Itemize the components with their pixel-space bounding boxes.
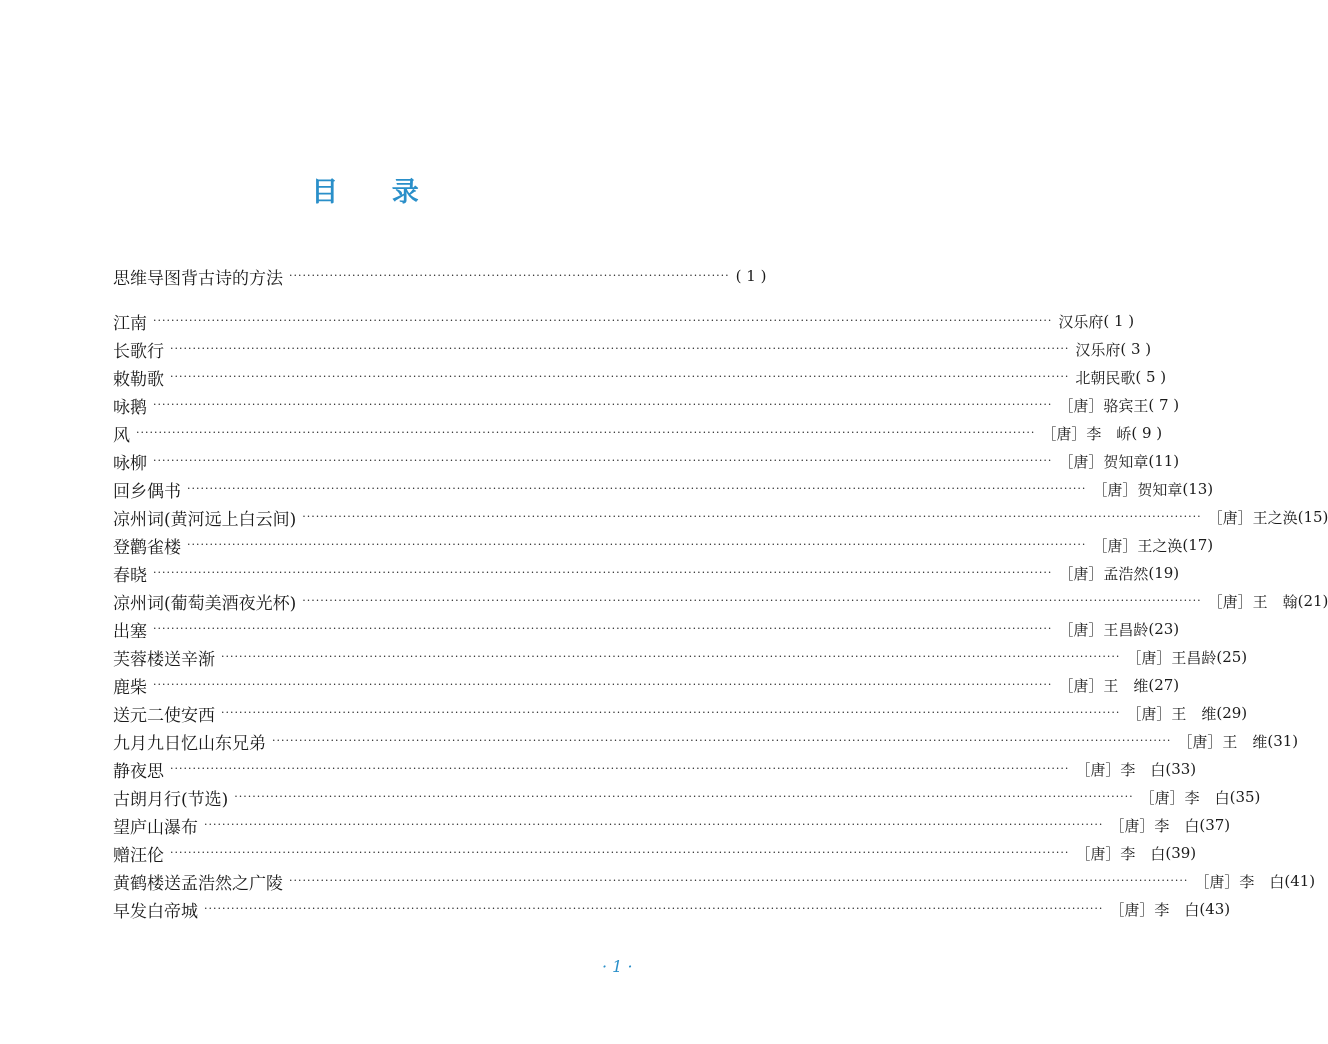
toc-entry-author: ［唐］李 峤: [1041, 424, 1132, 443]
toc-entry-title: 芙蓉楼送辛渐: [113, 649, 215, 670]
toc-entry-title: 回乡偶书: [113, 481, 181, 502]
toc-entry-title: 赠汪伦: [113, 845, 164, 866]
toc-entry-title: 黄鹤楼送孟浩然之广陵: [113, 873, 283, 894]
leader-dots: ········································································································································································································: [272, 734, 1172, 747]
toc-entry-title: 早发白帝城: [113, 901, 198, 922]
page-number: · 1 ·: [602, 957, 633, 976]
toc-entry[interactable]: [113, 559, 1180, 587]
toc-entry[interactable]: [113, 839, 1197, 867]
toc-entry-author: 汉乐府: [1075, 340, 1121, 359]
toc-entry-author: ［唐］王 维: [1126, 704, 1217, 723]
toc-entry-page: (13): [1182, 480, 1214, 498]
toc-entry-author: ［唐］李 白: [1194, 872, 1285, 891]
toc-entry-author: ［唐］李 白: [1109, 816, 1200, 835]
toc-entry-page: ( 5 ): [1135, 368, 1167, 386]
leader-dots: ········································································································································································································: [302, 510, 1202, 523]
toc-entry-author: ［唐］李 白: [1109, 900, 1200, 919]
leader-dots: ········································································································································································································: [153, 622, 1053, 635]
toc-entry-title: 思维导图背古诗的方法: [113, 268, 283, 289]
leader-dots: ········································································································································································································: [170, 762, 1070, 775]
toc-entry-title: 古朗月行(节选): [113, 789, 229, 810]
toc-entry-title: 凉州词(黄河远上白云间): [113, 509, 297, 530]
toc-entry-author: ［唐］李 白: [1075, 760, 1166, 779]
toc-entry[interactable]: [113, 335, 1152, 363]
toc-entry[interactable]: [113, 475, 1214, 503]
toc-entry-title: 望庐山瀑布: [113, 817, 198, 838]
toc-entry-page: (33): [1165, 760, 1197, 778]
toc-entry-author: ［唐］贺知章: [1092, 480, 1183, 499]
leader-dots: ········································································································································································································: [153, 314, 1053, 327]
toc-entry-author: ［唐］孟浩然: [1058, 564, 1149, 583]
toc-entry-title: 静夜思: [113, 761, 164, 782]
toc-entry-author: ［唐］王 翰: [1207, 592, 1298, 611]
toc-entry-title: 出塞: [113, 621, 147, 642]
toc-entry-title: 登鹳雀楼: [113, 537, 181, 558]
toc-entry-title: 春晓: [113, 565, 147, 586]
toc-entry[interactable]: [113, 447, 1180, 475]
toc-entry-page: (29): [1216, 704, 1248, 722]
toc-entry-author: ［唐］李 白: [1139, 788, 1230, 807]
toc-entry[interactable]: [113, 783, 1261, 811]
leader-dots: ········································································································································································································: [170, 370, 1070, 383]
toc-entry-title: 敕勒歌: [113, 369, 164, 390]
toc-entry[interactable]: [113, 643, 1248, 671]
toc-entry[interactable]: [113, 419, 1163, 447]
toc-entry-page: ( 1 ): [735, 267, 767, 285]
toc-entry-page: ( 3 ): [1120, 340, 1152, 358]
leader-dots: ········································································································································································································: [170, 846, 1070, 859]
toc-entry-author: ［唐］贺知章: [1058, 452, 1149, 471]
leader-dots: ········································································································································································································: [153, 678, 1053, 691]
toc-entry[interactable]: [113, 587, 1328, 615]
toc-entry-author: ［唐］王之涣: [1092, 536, 1183, 555]
leader-dots: ········································································································································································································: [204, 902, 1104, 915]
leader-dots: ········································································································································································································: [234, 790, 1134, 803]
toc-entry-author: ［唐］王之涣: [1207, 508, 1298, 527]
toc-entry-title: 风: [113, 425, 130, 446]
toc-entry-author: 北朝民歌: [1075, 368, 1136, 387]
toc-entry[interactable]: [113, 531, 1214, 559]
toc-entry-page: (19): [1148, 564, 1180, 582]
toc-entry-page: (43): [1199, 900, 1231, 918]
toc-entry-page: (31): [1267, 732, 1299, 750]
leader-dots: ········································································································································································································: [187, 482, 1087, 495]
toc-entry-page: (37): [1199, 816, 1231, 834]
toc-entry-title: 凉州词(葡萄美酒夜光杯): [113, 593, 297, 614]
toc-entry-title: 鹿柴: [113, 677, 147, 698]
toc-entry-page: (35): [1229, 788, 1261, 806]
toc-entry-page: (11): [1148, 452, 1180, 470]
toc-entry-title: 咏鹅: [113, 397, 147, 418]
leader-dots: ········································································································································································································: [302, 594, 1202, 607]
leader-dots: ········································································································································································································: [187, 538, 1087, 551]
toc-list: [113, 307, 1328, 923]
toc-entry-title: 九月九日忆山东兄弟: [113, 733, 266, 754]
toc-entry-author: ［唐］王 维: [1177, 732, 1268, 751]
toc-entry[interactable]: [113, 811, 1231, 839]
toc-entry-title: 江南: [113, 313, 147, 334]
toc-entry[interactable]: [113, 391, 1180, 419]
toc-entry-author: ［唐］王 维: [1058, 676, 1149, 695]
toc-entry-author: ［唐］骆宾王: [1058, 396, 1149, 415]
toc-entry[interactable]: [113, 307, 1135, 335]
leader-dots: ········································································································································································································: [170, 342, 1070, 355]
toc-entry[interactable]: [113, 755, 1197, 783]
toc-entry[interactable]: [113, 615, 1180, 643]
toc-entry-page: ( 9 ): [1131, 424, 1163, 442]
toc-entry-page: (15): [1297, 508, 1328, 526]
toc-entry[interactable]: [113, 699, 1248, 727]
toc-entry-title: 咏柳: [113, 453, 147, 474]
leader-dots: ········································································································································································································: [221, 650, 1121, 663]
toc-entry[interactable]: [113, 363, 1167, 391]
toc-entry-title: 送元二使安西: [113, 705, 215, 726]
leader-dots: ········································································································································································································: [204, 818, 1104, 831]
toc-entry-page: (25): [1216, 648, 1248, 666]
leader-dots: ··································································································: [289, 269, 730, 282]
toc-entry[interactable]: [113, 727, 1299, 755]
leader-dots: ········································································································································································································: [221, 706, 1121, 719]
toc-entry-title: 长歌行: [113, 341, 164, 362]
toc-entry-page: (17): [1182, 536, 1214, 554]
leader-dots: ········································································································································································································: [153, 454, 1053, 467]
toc-entry-page: ( 1 ): [1103, 312, 1135, 330]
leader-dots: ········································································································································································································: [153, 566, 1053, 579]
toc-entry-page: (41): [1284, 872, 1316, 890]
page-title: 目 录: [311, 177, 441, 208]
leader-dots: ········································································································································································································: [136, 426, 1036, 439]
toc-entry-author: ［唐］王昌龄: [1058, 620, 1149, 639]
toc-entry-intro[interactable]: [113, 262, 767, 290]
toc-entry-page: ( 7 ): [1148, 396, 1180, 414]
toc-entry[interactable]: [113, 895, 1231, 923]
toc-entry-author: ［唐］李 白: [1075, 844, 1166, 863]
toc-entry[interactable]: [113, 503, 1328, 531]
toc-entry[interactable]: [113, 867, 1316, 895]
leader-dots: ········································································································································································································: [289, 874, 1189, 887]
intro-section: [113, 262, 767, 290]
toc-entry[interactable]: [113, 671, 1180, 699]
toc-entry-page: (23): [1148, 620, 1180, 638]
toc-entry-page: (39): [1165, 844, 1197, 862]
toc-entry-author: ［唐］王昌龄: [1126, 648, 1217, 667]
toc-entry-page: (27): [1148, 676, 1180, 694]
toc-entry-author: 汉乐府: [1058, 312, 1104, 331]
leader-dots: ········································································································································································································: [153, 398, 1053, 411]
toc-entry-page: (21): [1297, 592, 1328, 610]
